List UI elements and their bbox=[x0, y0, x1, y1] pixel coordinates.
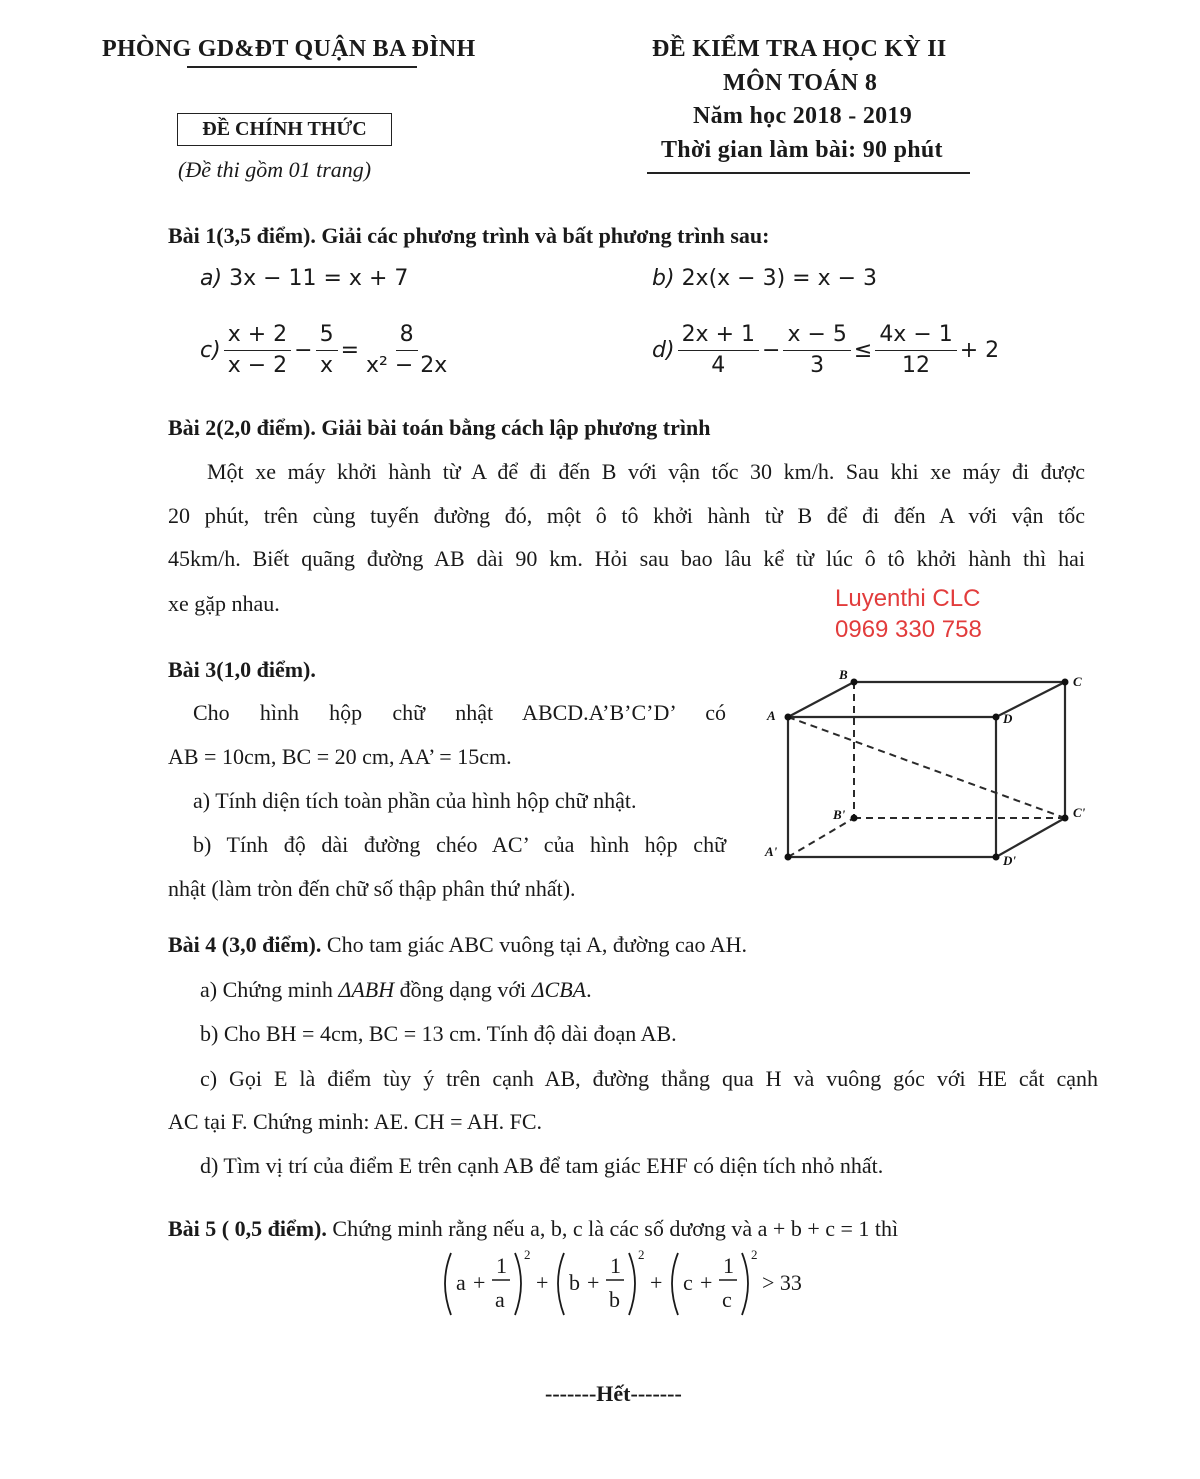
bai1-b-equation: 2x(x − 3) = x − 3 bbox=[681, 266, 878, 291]
point-C bbox=[1062, 679, 1069, 686]
svg-text:c: c bbox=[722, 1287, 732, 1312]
duration: Thời gian làm bài: 90 phút bbox=[661, 137, 943, 163]
bai1-d-tail: + 2 bbox=[959, 338, 1000, 364]
bai4-intro: Cho tam giác ABC vuông tại A, đường cao AH. bbox=[321, 932, 748, 957]
fraction: $\frac{5}{x}$ bbox=[316, 322, 338, 380]
bai3-line2: AB = 10cm, BC = 20 cm, AA’ = 15cm. bbox=[168, 744, 512, 769]
label-A: A bbox=[767, 708, 776, 723]
bai3-heading: Bài 3(1,0 điểm). bbox=[168, 657, 316, 682]
fraction: $\frac{4x - 1}{12}$ bbox=[875, 322, 956, 380]
box-figure bbox=[755, 660, 1100, 875]
svg-text:1: 1 bbox=[496, 1253, 507, 1278]
svg-text:+: + bbox=[700, 1270, 713, 1295]
point-A1 bbox=[785, 854, 792, 861]
edge-A1B1 bbox=[788, 818, 854, 857]
label-C1: C' bbox=[1073, 805, 1086, 820]
svg-text:2: 2 bbox=[751, 1247, 758, 1262]
watermark-name: Luyenthi CLC bbox=[835, 585, 981, 612]
svg-text:+: + bbox=[536, 1270, 549, 1295]
bai2-line1: Một xe máy khởi hành từ A để đi đến B với vận tốc 30 km/h. Sau khi xe máy đi được bbox=[207, 459, 1085, 484]
term-b: b bbox=[569, 1270, 580, 1295]
exam-title: ĐỀ KIỂM TRA HỌC KỲ II bbox=[652, 36, 947, 62]
bai4-intro-line bbox=[168, 931, 747, 959]
watermark-phone: 0969 330 758 bbox=[835, 616, 982, 644]
term-c: c bbox=[683, 1270, 693, 1295]
end-marker: -------Hết------- bbox=[545, 1381, 682, 1406]
label-B1: B' bbox=[833, 807, 846, 822]
header-rule bbox=[647, 172, 970, 174]
bai2-heading: Bài 2(2,0 điểm). Giải bài toán bằng cách lập phương trình bbox=[168, 415, 711, 440]
fraction: $\frac{x + 2}{x - 2}$ bbox=[224, 322, 291, 380]
bai1-d-label: d) bbox=[652, 338, 675, 364]
label-B: B bbox=[839, 667, 848, 682]
bai1-c-label: c) bbox=[200, 338, 221, 364]
bai1-a bbox=[200, 266, 408, 291]
fraction: $\frac{x - 5}{3}$ bbox=[783, 322, 850, 380]
svg-text:1: 1 bbox=[723, 1253, 734, 1278]
bai2-line4: xe gặp nhau. bbox=[168, 591, 280, 616]
bai4-a: a) Chứng minh ΔABH đồng dạng với ΔCBA. bbox=[200, 977, 592, 1002]
bai3-b2: nhật (làm tròn đến chữ số thập phân thứ nhất). bbox=[168, 876, 576, 901]
department-title: PHÒNG GD&ĐT QUẬN BA ĐÌNH bbox=[102, 36, 476, 62]
bai3-a: a) Tính diện tích toàn phần của hình hộp chữ nhật. bbox=[193, 788, 637, 813]
bai4-c2: AC tại F. Chứng minh: AE. CH = AH. FC. bbox=[168, 1109, 543, 1134]
title-underline bbox=[187, 66, 417, 68]
fraction: $\frac{2x + 1}{4}$ bbox=[678, 322, 759, 380]
svg-text:2: 2 bbox=[638, 1247, 645, 1262]
bai4-c1: c) Gọi E là điểm tùy ý trên cạnh AB, đường thẳng qua H và vuông góc với HE cắt cạnh bbox=[200, 1066, 1098, 1091]
label-C: C bbox=[1073, 674, 1082, 689]
point-D bbox=[993, 714, 1000, 721]
bai1-b bbox=[652, 266, 877, 291]
diagonal-AC1 bbox=[788, 717, 1065, 818]
edge-AB bbox=[788, 682, 854, 717]
rhs: > 33 bbox=[762, 1270, 802, 1295]
triangle-ABH: ΔABH bbox=[338, 977, 395, 1002]
bai1-heading: Bài 1(3,5 điểm). Giải các phương trình và bất phương trình sau: bbox=[168, 223, 770, 248]
label-D1: D' bbox=[1003, 853, 1016, 868]
svg-text:+: + bbox=[587, 1270, 600, 1295]
bai3-line1: Cho hình hộp chữ nhật ABCD.A’B’C’D’ có bbox=[193, 700, 726, 725]
point-D1 bbox=[993, 854, 1000, 861]
bai5-inequality bbox=[435, 1245, 815, 1325]
bai4-b: b) Cho BH = 4cm, BC = 13 cm. Tính độ dài đoạn AB. bbox=[200, 1021, 677, 1046]
svg-text:1: 1 bbox=[610, 1253, 621, 1278]
term-a: a bbox=[456, 1270, 466, 1295]
bai5-line bbox=[168, 1215, 898, 1243]
fraction: $\frac{8}{\text{x² − 2x}}$ bbox=[366, 322, 448, 379]
bai2-line2: 20 phút, trên cùng tuyến đường đó, một ô tô khởi hành từ B để đi đến A với vận tốc bbox=[168, 503, 1085, 528]
point-B1 bbox=[851, 815, 858, 822]
label-A1: A' bbox=[765, 844, 778, 859]
bai5-text: Chứng minh rằng nếu a, b, c là các số dương và a + b + c = 1 thì bbox=[326, 1216, 899, 1241]
school-year: Năm học 2018 - 2019 bbox=[693, 103, 913, 129]
bai1-a-label: a) bbox=[200, 266, 223, 291]
point-A bbox=[785, 714, 792, 721]
svg-text:+: + bbox=[473, 1270, 486, 1295]
bai4-d: d) Tìm vị trí của điểm E trên cạnh AB để tam giác EHF có diện tích nhỏ nhất. bbox=[200, 1153, 884, 1178]
official-label: ĐỀ CHÍNH THỨC bbox=[177, 113, 392, 146]
edge-D1C1 bbox=[996, 818, 1065, 857]
bai5-heading: Bài 5 ( 0,5 điểm). bbox=[168, 1216, 327, 1241]
svg-text:2: 2 bbox=[524, 1247, 531, 1262]
pages-note: (Đề thi gồm 01 trang) bbox=[178, 157, 372, 182]
label-D: D bbox=[1003, 711, 1013, 726]
bai1-b-label: b) bbox=[652, 266, 675, 291]
svg-text:b: b bbox=[609, 1287, 620, 1312]
bai1-c: c) $\frac{x + 2}{x - 2}$ − $\frac{5}{x}$ = $\frac{8}{\text{x² − 2x}}$ bbox=[200, 322, 454, 380]
svg-text:a: a bbox=[495, 1287, 505, 1312]
point-B bbox=[851, 679, 858, 686]
bai2-line3: 45km/h. Biết quãng đường AB dài 90 km. Hỏi sau bao lâu kể từ lúc ô tô khởi hành thì hai bbox=[168, 546, 1085, 571]
bai3-b1: b) Tính độ dài đường chéo AC’ của hình hộp chữ bbox=[193, 832, 726, 857]
watermark bbox=[835, 583, 982, 645]
point-C1 bbox=[1062, 815, 1069, 822]
subject: MÔN TOÁN 8 bbox=[723, 70, 878, 96]
svg-text:+: + bbox=[650, 1270, 663, 1295]
bai1-a-equation: 3x − 11 = x + 7 bbox=[229, 266, 409, 291]
bai4-heading: Bài 4 (3,0 điểm). bbox=[168, 932, 322, 957]
triangle-CBA: ΔCBA bbox=[531, 977, 587, 1002]
bai1-d: d) $\frac{2x + 1}{4}$ − $\frac{x - 5}{3}$ ≤ $\frac{4x - 1}{12}$ + 2 bbox=[652, 322, 1000, 379]
